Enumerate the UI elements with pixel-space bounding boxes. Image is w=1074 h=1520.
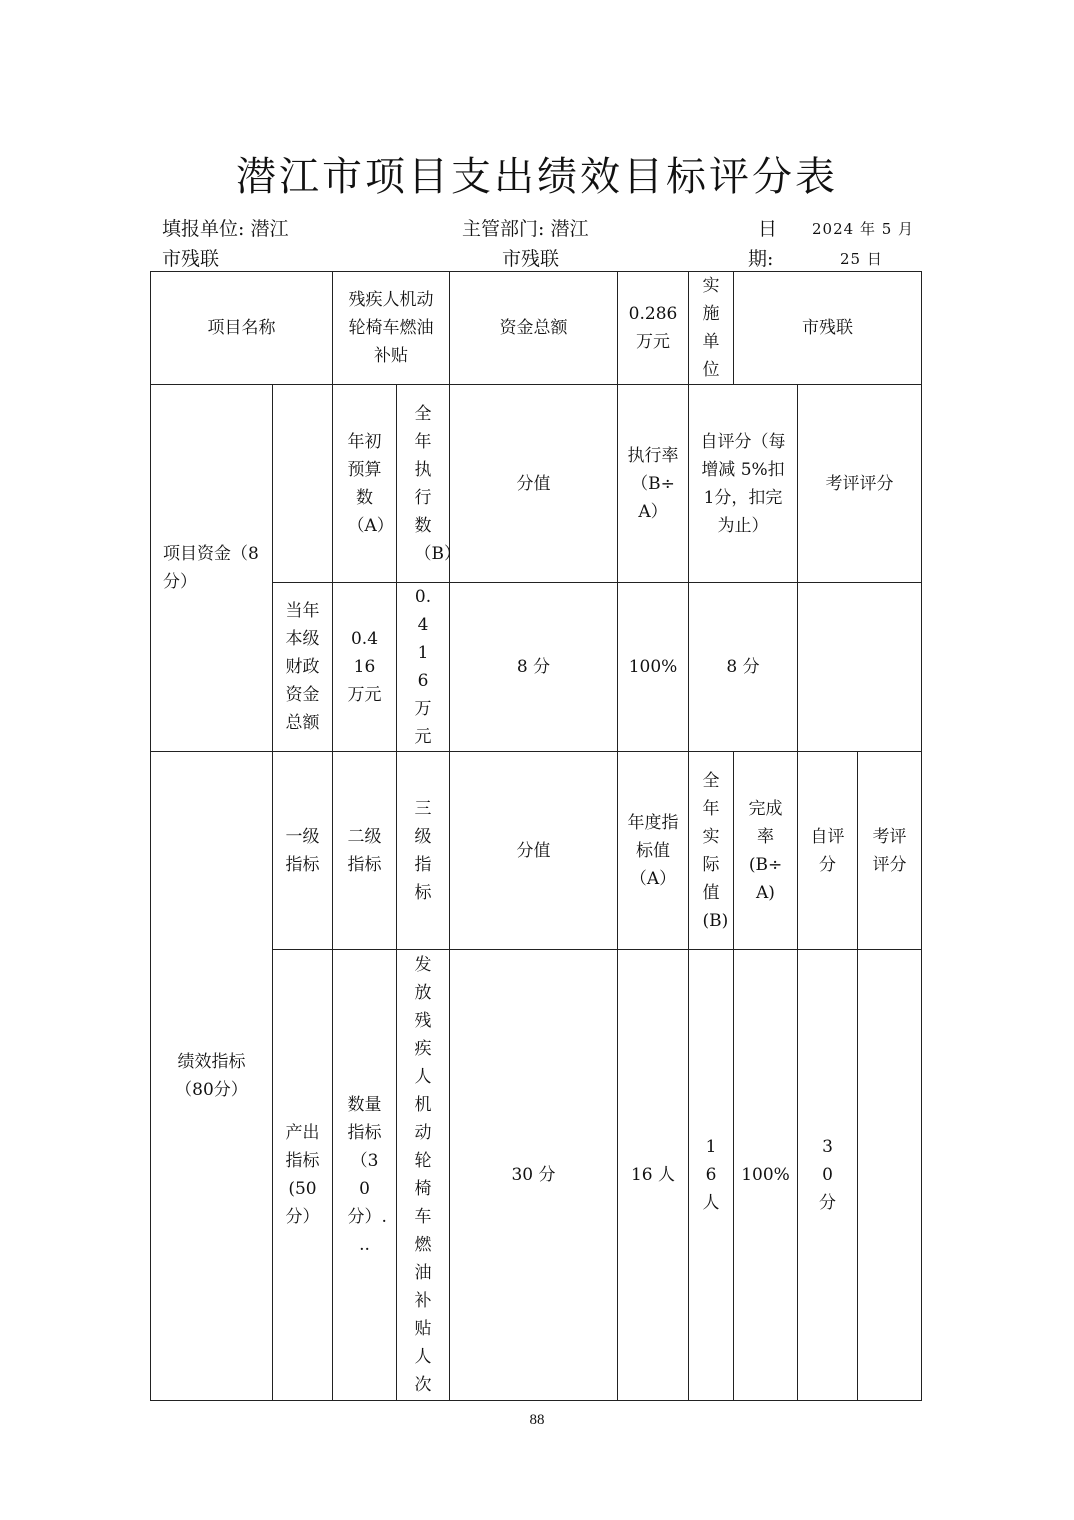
fund-section-label: 项目资金（8分） [151,385,273,752]
perf-actual-value: 16 人 [689,950,734,1401]
perf-section-label: 绩效指标（80分） [151,752,273,1401]
date-value [812,214,914,274]
page-number: 88 [529,1412,545,1428]
col-l1-header: 一级指标 [273,752,333,950]
perf-col-review-header: 考评评分 [858,752,922,950]
col-l3-header: 三级指标 [397,752,450,950]
exec-value: 0.416 万元 [397,583,450,752]
fund-self-score: 8 分 [689,583,798,752]
supervising-dept [462,214,588,274]
fund-review-score [798,583,922,752]
score-table [150,271,921,1401]
page-title: 潜江市项目支出绩效目标评分表 [236,154,838,200]
supervising-dept-line1: 主管部门: 潜江 [462,218,589,240]
col-review-header: 考评评分 [798,385,922,583]
project-name-label: 项目名称 [151,272,333,385]
perf-l1-value: 产出指标(50分） [273,950,333,1401]
col-exec-header: 全年执行数（B） [397,385,450,583]
impl-unit-label: 实施单位 [689,272,734,385]
perf-col-rate-header: 完成率(B÷A) [734,752,798,950]
fund-score-value: 8 分 [450,583,618,752]
supervising-dept-line2: 市残联 [502,248,560,270]
col-rate-header: 执行率（B÷A） [618,385,689,583]
col-score-header: 分值 [450,385,618,583]
col-target-header: 年度指标值（A） [618,752,689,950]
reporting-unit-line1: 填报单位: 潜江 [162,218,289,240]
reporting-unit [162,214,288,274]
fund-row-label: 当年本级财政资金总额 [273,583,333,752]
perf-rate-value: 100% [734,950,798,1401]
perf-self-value: 30 分 [798,950,858,1401]
perf-score-value: 30 分 [450,950,618,1401]
col-actual-header: 全年实际值(B) [689,752,734,950]
project-name-value: 残疾人机动轮椅车燃油补贴 [333,272,450,385]
perf-review-value [858,950,922,1401]
date-label-line1: 日 [758,218,778,240]
date-label-line2: 期: [748,248,774,270]
perf-l3-value: 发放残疾人机动轮椅车燃油补贴人次 [397,950,450,1401]
col-budget-header: 年初预算数（A） [333,385,397,583]
perf-col-score-header: 分值 [450,752,618,950]
exec-rate-value: 100% [618,583,689,752]
date-label [748,214,788,274]
fund-total-value: 0.286 万元 [618,272,689,385]
perf-target-value: 16 人 [618,950,689,1401]
impl-unit-value: 市残联 [734,272,922,385]
col-self-header: 自评分（每增减 5%扣1分，扣完为止） [689,385,798,583]
perf-header-row [151,752,922,950]
date-value-line1: 2024 年 5 月 [812,220,915,238]
perf-l2-value: 数量指标（30分）. .. [333,950,397,1401]
perf-col-self-header: 自评分 [798,752,858,950]
reporting-unit-line2: 市残联 [162,248,220,270]
col-l2-header: 二级指标 [333,752,397,950]
fund-total-label: 资金总额 [450,272,618,385]
fund-blank-cell [273,385,333,583]
budget-value: 0.416 万元 [333,583,397,752]
project-info-row [151,272,922,385]
fund-header-row [151,385,922,583]
date-value-line2: 25 日 [840,250,883,268]
